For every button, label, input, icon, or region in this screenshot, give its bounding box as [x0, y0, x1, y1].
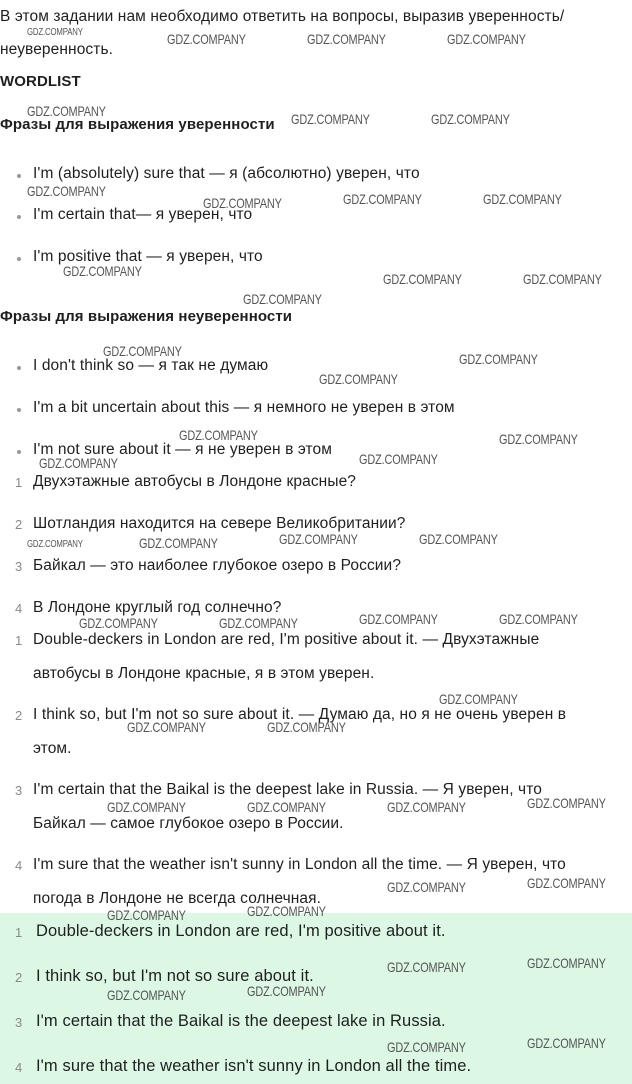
question-number: 4: [15, 601, 23, 616]
watermark: GDZ.COMPANY: [107, 799, 186, 815]
watermark: GDZ.COMPANY: [387, 1039, 466, 1055]
answer-line: Double-deckers in London are red, I'm positive about it. — Двухэтажные: [33, 631, 540, 648]
certainty-item: I'm certain that— я уверен, что: [33, 206, 253, 223]
answer-number: 4: [15, 858, 23, 873]
final-answer-number: 3: [15, 1015, 23, 1030]
bullet-icon: [17, 450, 21, 454]
watermark: GDZ.COMPANY: [431, 111, 510, 127]
watermark: GDZ.COMPANY: [247, 983, 326, 999]
uncertainty-item: I'm not sure about it — я не уверен в этом: [33, 441, 332, 458]
final-answer-number: 1: [15, 925, 23, 940]
question-text: Байкал — это наиболее глубокое озеро в России?: [33, 557, 402, 574]
answer-line: Байкал — самое глубокое озеро в России.: [33, 815, 344, 832]
question-text: В Лондоне круглый год солнечно?: [33, 599, 282, 616]
watermark: GDZ.COMPANY: [27, 539, 83, 550]
answer-line: автобусы в Лондоне красные, я в этом уверен.: [33, 665, 375, 682]
answer-line: I think so, but I'm not so sure about it. — Думаю да, но я не очень уверен в: [33, 706, 567, 723]
uncertainty-item: I don't think so — я так не думаю: [33, 357, 269, 374]
watermark: GDZ.COMPANY: [359, 451, 438, 467]
certainty-item: I'm positive that — я уверен, что: [33, 248, 263, 265]
bullet-icon: [17, 366, 21, 370]
watermark: GDZ.COMPANY: [39, 455, 118, 471]
watermark: GDZ.COMPANY: [527, 1035, 606, 1051]
answer-line: погода в Лондоне не всегда солнечная.: [33, 890, 322, 907]
watermark: GDZ.COMPANY: [139, 535, 218, 551]
watermark: GDZ.COMPANY: [359, 611, 438, 627]
watermark: GDZ.COMPANY: [319, 371, 398, 387]
certainty-heading: Фразы для выражения уверенности: [0, 116, 275, 133]
bullet-icon: [17, 408, 21, 412]
watermark: GDZ.COMPANY: [439, 691, 518, 707]
watermark: GDZ.COMPANY: [527, 955, 606, 971]
watermark: GDZ.COMPANY: [27, 103, 106, 119]
uncertainty-heading: Фразы для выражения неуверенности: [0, 308, 293, 325]
question-number: 1: [15, 475, 23, 490]
question-number: 3: [15, 559, 23, 574]
watermark: GDZ.COMPANY: [267, 719, 346, 735]
watermark: GDZ.COMPANY: [103, 343, 182, 359]
answer-line: I'm certain that the Baikal is the deepest lake in Russia. — Я уверен, что: [33, 781, 542, 798]
watermark: GDZ.COMPANY: [459, 351, 538, 367]
watermark: GDZ.COMPANY: [387, 799, 466, 815]
watermark: GDZ.COMPANY: [27, 27, 83, 38]
bullet-icon: [17, 174, 21, 178]
watermark: GDZ.COMPANY: [107, 907, 186, 923]
watermark: GDZ.COMPANY: [291, 111, 370, 127]
watermark: GDZ.COMPANY: [483, 191, 562, 207]
watermark: GDZ.COMPANY: [383, 271, 462, 287]
watermark: GDZ.COMPANY: [179, 427, 258, 443]
answer-line: этом.: [33, 740, 72, 757]
question-number: 2: [15, 517, 23, 532]
wordlist-title: WORDLIST: [0, 73, 81, 90]
question-text: Двухэтажные автобусы в Лондоне красные?: [33, 473, 357, 490]
watermark: GDZ.COMPANY: [343, 191, 422, 207]
uncertainty-item: I'm a bit uncertain about this — я немного не уверен в этом: [33, 399, 455, 416]
watermark: GDZ.COMPANY: [527, 875, 606, 891]
watermark: GDZ.COMPANY: [387, 879, 466, 895]
answer-number: 2: [15, 708, 23, 723]
watermark: GDZ.COMPANY: [167, 31, 246, 47]
certainty-item: I'm (absolutely) sure that — я (абсолютно) уверен, что: [33, 165, 420, 182]
watermark: GDZ.COMPANY: [219, 615, 298, 631]
final-answer-text: Double-deckers in London are red, I'm positive about it.: [36, 922, 446, 940]
answer-number: 3: [15, 783, 23, 798]
watermark: GDZ.COMPANY: [499, 611, 578, 627]
watermark: GDZ.COMPANY: [203, 195, 282, 211]
bullet-icon: [17, 215, 21, 219]
watermark: GDZ.COMPANY: [63, 263, 142, 279]
final-answer-text: I'm certain that the Baikal is the deepest lake in Russia.: [36, 1012, 446, 1030]
watermark: GDZ.COMPANY: [307, 31, 386, 47]
watermark: GDZ.COMPANY: [247, 903, 326, 919]
final-answer-text: I think so, but I'm not so sure about it.: [36, 967, 314, 985]
watermark: GDZ.COMPANY: [127, 719, 206, 735]
watermark: GDZ.COMPANY: [387, 959, 466, 975]
watermark: GDZ.COMPANY: [243, 291, 322, 307]
watermark: GDZ.COMPANY: [419, 531, 498, 547]
watermark: GDZ.COMPANY: [107, 987, 186, 1003]
watermark: GDZ.COMPANY: [79, 615, 158, 631]
watermark: GDZ.COMPANY: [279, 531, 358, 547]
watermark: GDZ.COMPANY: [247, 799, 326, 815]
answer-number: 1: [15, 633, 23, 648]
final-answer-number: 4: [15, 1060, 23, 1075]
final-answer-text: I'm sure that the weather isn't sunny in London all the time.: [36, 1057, 472, 1075]
answer-line: I'm sure that the weather isn't sunny in London all the time. — Я уверен, что: [33, 856, 566, 873]
watermark: GDZ.COMPANY: [499, 431, 578, 447]
final-answer-number: 2: [15, 970, 23, 985]
intro-line-1: В этом задании нам необходимо ответить на вопросы, выразив уверенность/: [0, 8, 565, 25]
intro-line-2: неуверенность.: [0, 41, 114, 58]
question-text: Шотландия находится на севере Великобритании?: [33, 515, 406, 532]
watermark: GDZ.COMPANY: [523, 271, 602, 287]
watermark: GDZ.COMPANY: [27, 183, 106, 199]
watermark: GDZ.COMPANY: [447, 31, 526, 47]
watermark: GDZ.COMPANY: [527, 795, 606, 811]
bullet-icon: [17, 257, 21, 261]
